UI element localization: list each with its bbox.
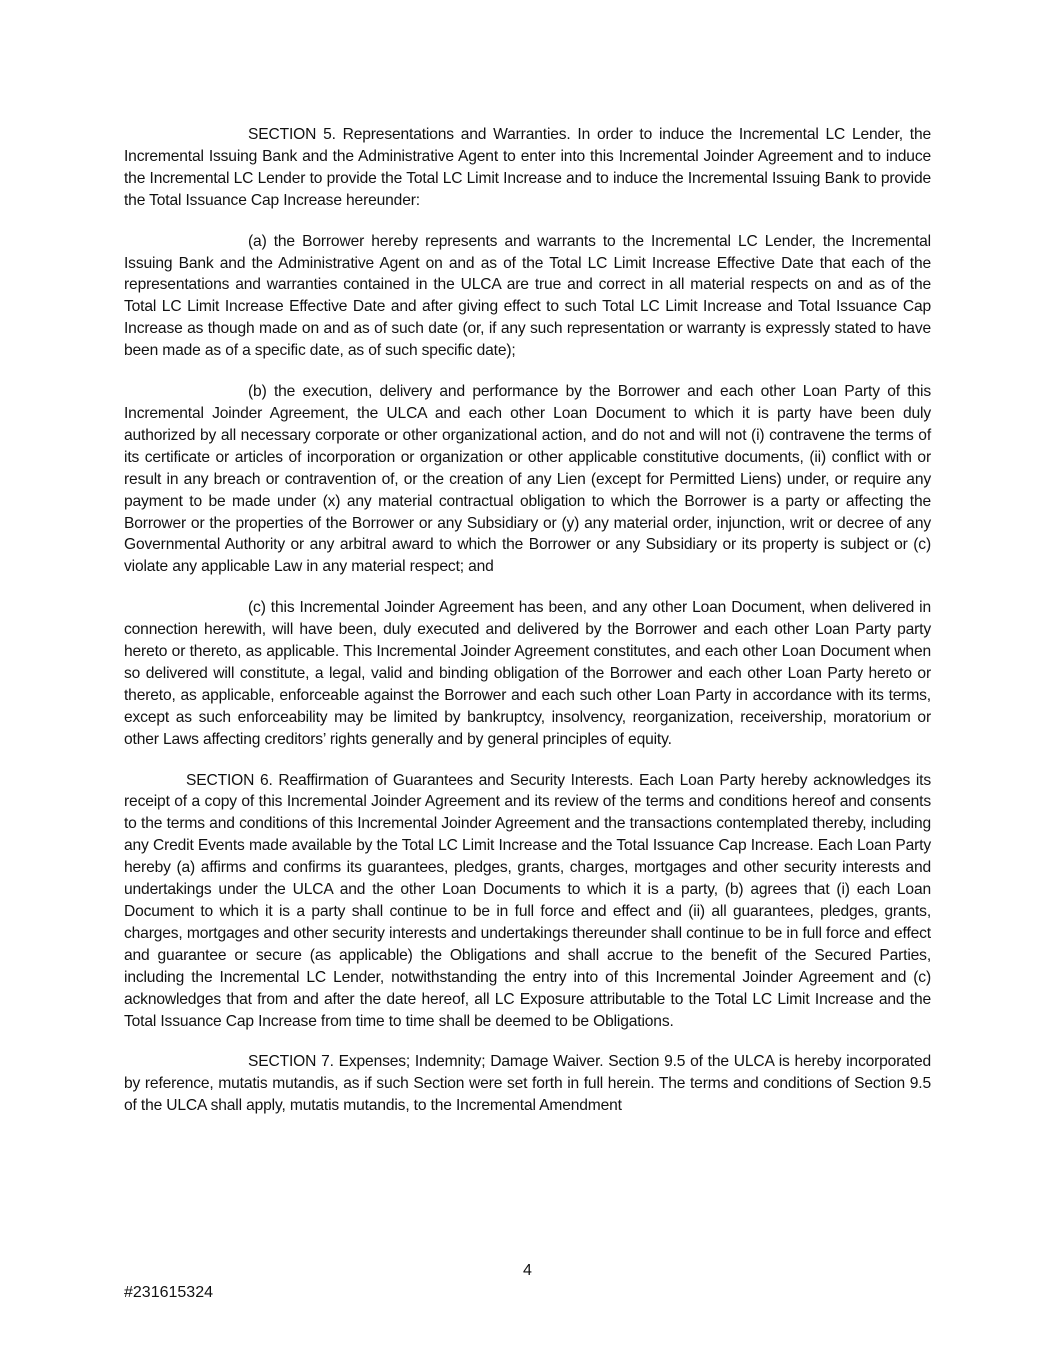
document-id: #231615324 xyxy=(124,1284,213,1301)
clause-b-paragraph: (b) the execution, delivery and performance by the Borrower and each other Loan Party of this Incremental Joinder Agreement, the ULCA and each other Loan Document to which it is party have been duly authorized by all necessary corporate or other organizational action, and do not and will not (i) contravene the terms of its certificate or articles of incorporation or organization or other applicable constitutive documents, (ii) conflict with or result in any breach or contravention of, or the creation of any Lien (except for Permitted Liens) under, or require any payment to be made under (x) any material contractual obligation to which the Borrower is a party or affecting the Borrower or the properties of the Borrower or any Subsidiary or (y) any material order, injunction, writ or decree of any Governmental Authority or any arbitral award to which the Borrower or any Subsidiary or its property is subject or (c) violate any applicable Law in any material respect; and xyxy=(124,383,931,576)
section-5-paragraph: SECTION 5. Representations and Warranties. In order to induce the Incremental LC Lender, the Incremental Issuing Bank and the Administrative Agent to enter into this Incremental Joinder Agreement and to induce the Incremental LC Lender to provide the Total LC Limit Increase and to induce the Incremental Issuing Bank to provide the Total Issuance Cap Increase hereunder: xyxy=(124,126,931,209)
document-body xyxy=(124,124,931,1136)
section-7-paragraph: SECTION 7. Expenses; Indemnity; Damage Waiver. Section 9.5 of the ULCA is hereby incorporated by reference, mutatis mutandis, as if such Section were set forth in full herein. The terms and conditions of Section 9.5 of the ULCA shall apply, mutatis mutandis, to the Incremental Amendment xyxy=(124,1053,931,1115)
page-number: 4 xyxy=(523,1262,532,1279)
clause-c-paragraph: (c) this Incremental Joinder Agreement has been, and any other Loan Document, when delivered in connection herewith, will have been, duly executed and delivered by the Borrower and each other Loan Party party hereto or thereto, as applicable. This Incremental Joinder Agreement constitutes, and each other Loan Document when so delivered will constitute, a legal, valid and binding obligation of the Borrower and each other Loan Party hereto or thereto, as applicable, enforceable against the Borrower and each such other Loan Party in accordance with its terms, except as such enforceability may be limited by bankruptcy, insolvency, reorganization, receivership, moratorium or other Laws affecting creditors’ rights generally and by general principles of equity. xyxy=(124,599,931,748)
section-6-paragraph: SECTION 6. Reaffirmation of Guarantees and Security Interests. Each Loan Party hereby acknowledges its receipt of a copy of this Incremental Joinder Agreement and its review of the terms and conditions hereof and consents to the terms and conditions of this Incremental Joinder Agreement and the transactions contemplated thereby, including any Credit Events made available by the Total LC Limit Increase and the Total Issuance Cap Increase. Each Loan Party hereby (a) affirms and confirms its guarantees, pledges, grants, charges, mortgages and other security interests and undertakings under the ULCA and the other Loan Documents to which it is a party, (b) agrees that (i) each Loan Document to which it is a party shall continue to be in full force and effect and (ii) all guarantees, pledges, grants, charges, mortgages and other security interests and undertakings thereunder shall continue to be in full force and effect and guarantee or secure (as applicable) the Obligations and shall accrue to the benefit of the Secured Parties, including the Incremental LC Lender, notwithstanding the entry into of this Incremental Joinder Agreement and (c) acknowledges that from and after the date hereof, all LC Exposure attributable to the Total LC Limit Increase and the Total Issuance Cap Increase from time to time shall be deemed to be Obligations. xyxy=(124,771,931,1030)
clause-a-paragraph: (a) the Borrower hereby represents and warrants to the Incremental LC Lender, the Incremental Issuing Bank and the Administrative Agent on and as of the Total LC Limit Increase Effective Date that each of the representations and warranties contained in the ULCA are true and correct in all material respects on and as of the Total LC Limit Increase Effective Date and after giving effect to such Total LC Limit Increase and Total Issuance Cap Increase as though made on and as of such date (or, if any such representation or warranty is expressly stated to have been made as of a specific date, as of such specific date); xyxy=(124,232,931,360)
